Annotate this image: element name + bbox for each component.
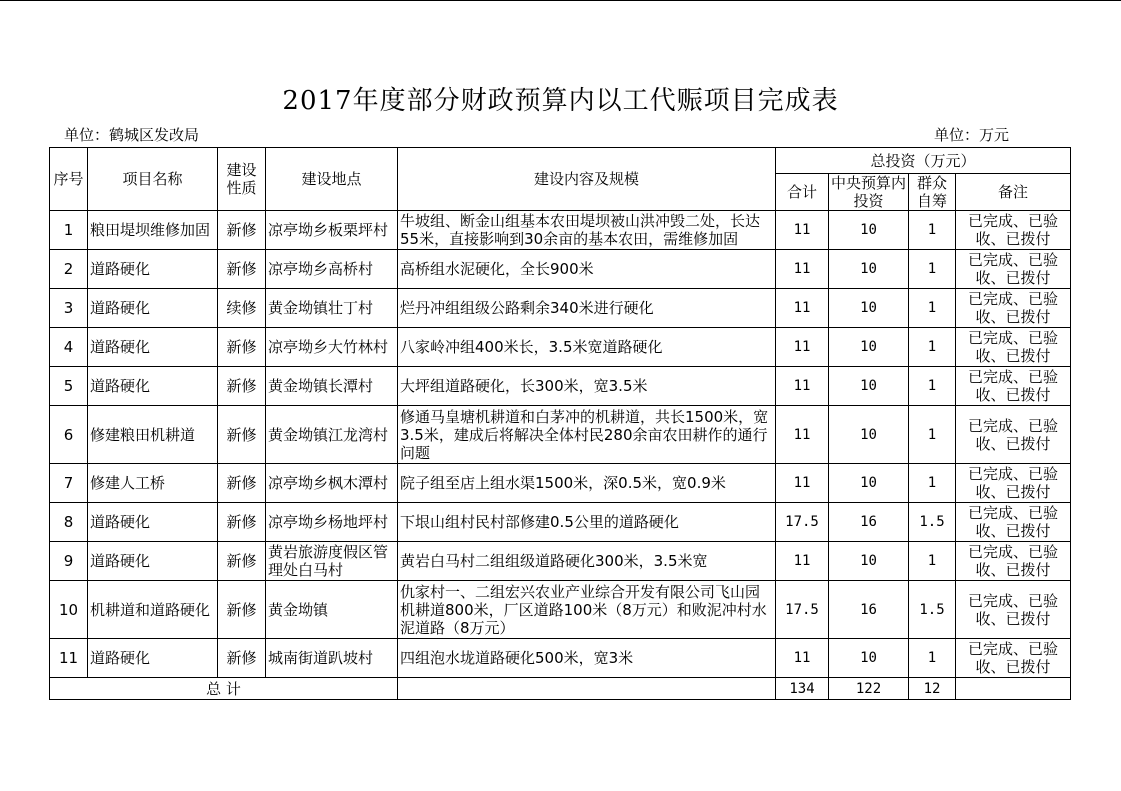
row-nature: 新修: [218, 250, 266, 289]
top-border-line: [0, 0, 1121, 1]
row-project-name: 道路硬化: [88, 328, 218, 367]
row-seq: 3: [50, 289, 88, 328]
row-nature: 新修: [218, 581, 266, 639]
row-central: 16: [829, 581, 909, 639]
row-remark: 已完成、已验收、已拨付: [956, 464, 1071, 503]
header-sum: 合计: [776, 174, 829, 211]
row-content: 烂丹冲组组级公路剩余340米进行硬化: [398, 289, 776, 328]
row-remark: 已完成、已验收、已拨付: [956, 367, 1071, 406]
row-project-name: 道路硬化: [88, 503, 218, 542]
row-central: 10: [829, 406, 909, 464]
row-self: 1: [909, 464, 956, 503]
row-self: 1: [909, 406, 956, 464]
header-location: 建设地点: [266, 148, 398, 211]
row-self: 1: [909, 211, 956, 250]
row-location: 凉亭坳乡板栗坪村: [266, 211, 398, 250]
row-central: 10: [829, 250, 909, 289]
row-location: 城南街道趴坡村: [266, 639, 398, 678]
row-sum: 11: [776, 328, 829, 367]
row-self: 1.5: [909, 503, 956, 542]
row-project-name: 机耕道和道路硬化: [88, 581, 218, 639]
row-content: 四组泡水垅道路硬化500米，宽3米: [398, 639, 776, 678]
row-content: 院子组至店上组水渠1500米，深0.5米，宽0.9米: [398, 464, 776, 503]
row-remark: 已完成、已验收、已拨付: [956, 211, 1071, 250]
table-row: [50, 367, 1071, 406]
row-content: 八家岭冲组400米长，3.5米宽道路硬化: [398, 328, 776, 367]
header-name: 项目名称: [88, 148, 218, 211]
header-total-invest: 总投资（万元）: [776, 148, 1071, 174]
row-seq: 10: [50, 581, 88, 639]
header-central: 中央预算内投资: [829, 174, 909, 211]
row-project-name: 道路硬化: [88, 639, 218, 678]
row-project-name: 粮田堤坝维修加固: [88, 211, 218, 250]
row-seq: 7: [50, 464, 88, 503]
table-row: [50, 639, 1071, 678]
header-content: 建设内容及规模: [398, 148, 776, 211]
unit-organization: 单位：鹤城区发改局: [64, 126, 200, 144]
row-sum: 11: [776, 250, 829, 289]
row-self: 1: [909, 289, 956, 328]
row-seq: 1: [50, 211, 88, 250]
table-row: [50, 289, 1071, 328]
row-nature: 新修: [218, 639, 266, 678]
table-row: [50, 542, 1071, 581]
row-location: 凉亭坳乡高桥村: [266, 250, 398, 289]
row-central: 10: [829, 289, 909, 328]
total-self: 12: [909, 678, 956, 700]
row-project-name: 道路硬化: [88, 289, 218, 328]
row-content: 高桥组水泥硬化，全长900米: [398, 250, 776, 289]
table-row: [50, 464, 1071, 503]
project-table: [49, 147, 1071, 700]
row-location: 黄岩旅游度假区管理处白马村: [266, 542, 398, 581]
row-project-name: 修建粮田机耕道: [88, 406, 218, 464]
row-central: 10: [829, 542, 909, 581]
table-row: [50, 581, 1071, 639]
row-content: 仇家村一、二组宏兴农业产业综合开发有限公司飞山园机耕道800米，厂区道路100米（8万元）和败泥冲村水泥道路（8万元）: [398, 581, 776, 639]
row-remark: 已完成、已验收、已拨付: [956, 250, 1071, 289]
row-seq: 2: [50, 250, 88, 289]
row-seq: 8: [50, 503, 88, 542]
row-nature: 新修: [218, 328, 266, 367]
row-content: 牛坡组、断金山组基本农田堤坝被山洪冲毁二处，长达55米，直接影响到30余亩的基本农田，需维修加固: [398, 211, 776, 250]
table-row: [50, 211, 1071, 250]
row-project-name: 道路硬化: [88, 542, 218, 581]
row-sum: 11: [776, 367, 829, 406]
row-project-name: 道路硬化: [88, 250, 218, 289]
row-sum: 11: [776, 406, 829, 464]
header-nature: 建设性质: [218, 148, 266, 211]
row-remark: 已完成、已验收、已拨付: [956, 581, 1071, 639]
row-nature: 续修: [218, 289, 266, 328]
row-location: 凉亭坳乡杨地坪村: [266, 503, 398, 542]
row-location: 黄金坳镇长潭村: [266, 367, 398, 406]
row-nature: 新修: [218, 503, 266, 542]
row-central: 10: [829, 464, 909, 503]
row-sum: 17.5: [776, 581, 829, 639]
row-nature: 新修: [218, 211, 266, 250]
row-self: 1: [909, 250, 956, 289]
row-self: 1: [909, 542, 956, 581]
row-nature: 新修: [218, 406, 266, 464]
header-seq: 序号: [50, 148, 88, 211]
row-central: 10: [829, 367, 909, 406]
row-remark: 已完成、已验收、已拨付: [956, 289, 1071, 328]
document-title: 2017年度部分财政预算内以工代赈项目完成表: [282, 86, 839, 116]
row-seq: 5: [50, 367, 88, 406]
unit-currency: 单位：万元: [934, 126, 1010, 144]
row-sum: 11: [776, 542, 829, 581]
header-remark: 备注: [956, 174, 1071, 211]
row-remark: 已完成、已验收、已拨付: [956, 503, 1071, 542]
row-seq: 6: [50, 406, 88, 464]
row-sum: 11: [776, 639, 829, 678]
row-sum: 11: [776, 289, 829, 328]
row-remark: 已完成、已验收、已拨付: [956, 542, 1071, 581]
table-row: [50, 503, 1071, 542]
row-location: 黄金坳镇江龙湾村: [266, 406, 398, 464]
row-content: 大坪组道路硬化，长300米，宽3.5米: [398, 367, 776, 406]
row-project-name: 道路硬化: [88, 367, 218, 406]
total-remark-empty: [956, 678, 1071, 700]
row-sum: 11: [776, 464, 829, 503]
row-seq: 11: [50, 639, 88, 678]
row-seq: 4: [50, 328, 88, 367]
row-content: 黄岩白马村二组组级道路硬化300米，3.5米宽: [398, 542, 776, 581]
row-content: 下垠山组村民村部修建0.5公里的道路硬化: [398, 503, 776, 542]
row-project-name: 修建人工桥: [88, 464, 218, 503]
row-location: 凉亭坳乡大竹林村: [266, 328, 398, 367]
table-row: [50, 250, 1071, 289]
row-location: 凉亭坳乡枫木潭村: [266, 464, 398, 503]
row-sum: 17.5: [776, 503, 829, 542]
table-row: [50, 406, 1071, 464]
row-self: 1: [909, 639, 956, 678]
row-central: 10: [829, 211, 909, 250]
row-central: 16: [829, 503, 909, 542]
row-nature: 新修: [218, 464, 266, 503]
row-self: 1.5: [909, 581, 956, 639]
total-central: 122: [829, 678, 909, 700]
row-location: 黄金坳镇壮丁村: [266, 289, 398, 328]
row-location: 黄金坳镇: [266, 581, 398, 639]
row-nature: 新修: [218, 542, 266, 581]
row-seq: 9: [50, 542, 88, 581]
total-label: 总 计: [50, 678, 398, 700]
row-self: 1: [909, 367, 956, 406]
row-central: 10: [829, 328, 909, 367]
row-remark: 已完成、已验收、已拨付: [956, 406, 1071, 464]
total-empty-cell: [398, 678, 776, 700]
row-content: 修通马皇塘机耕道和白茅冲的机耕道，共长1500米，宽3.5米，建成后将解决全体村民280余亩农田耕作的通行问题: [398, 406, 776, 464]
row-nature: 新修: [218, 367, 266, 406]
row-sum: 11: [776, 211, 829, 250]
total-sum: 134: [776, 678, 829, 700]
row-central: 10: [829, 639, 909, 678]
table-row: [50, 328, 1071, 367]
row-remark: 已完成、已验收、已拨付: [956, 328, 1071, 367]
row-remark: 已完成、已验收、已拨付: [956, 639, 1071, 678]
row-self: 1: [909, 328, 956, 367]
header-self: 群众自筹: [909, 174, 956, 211]
